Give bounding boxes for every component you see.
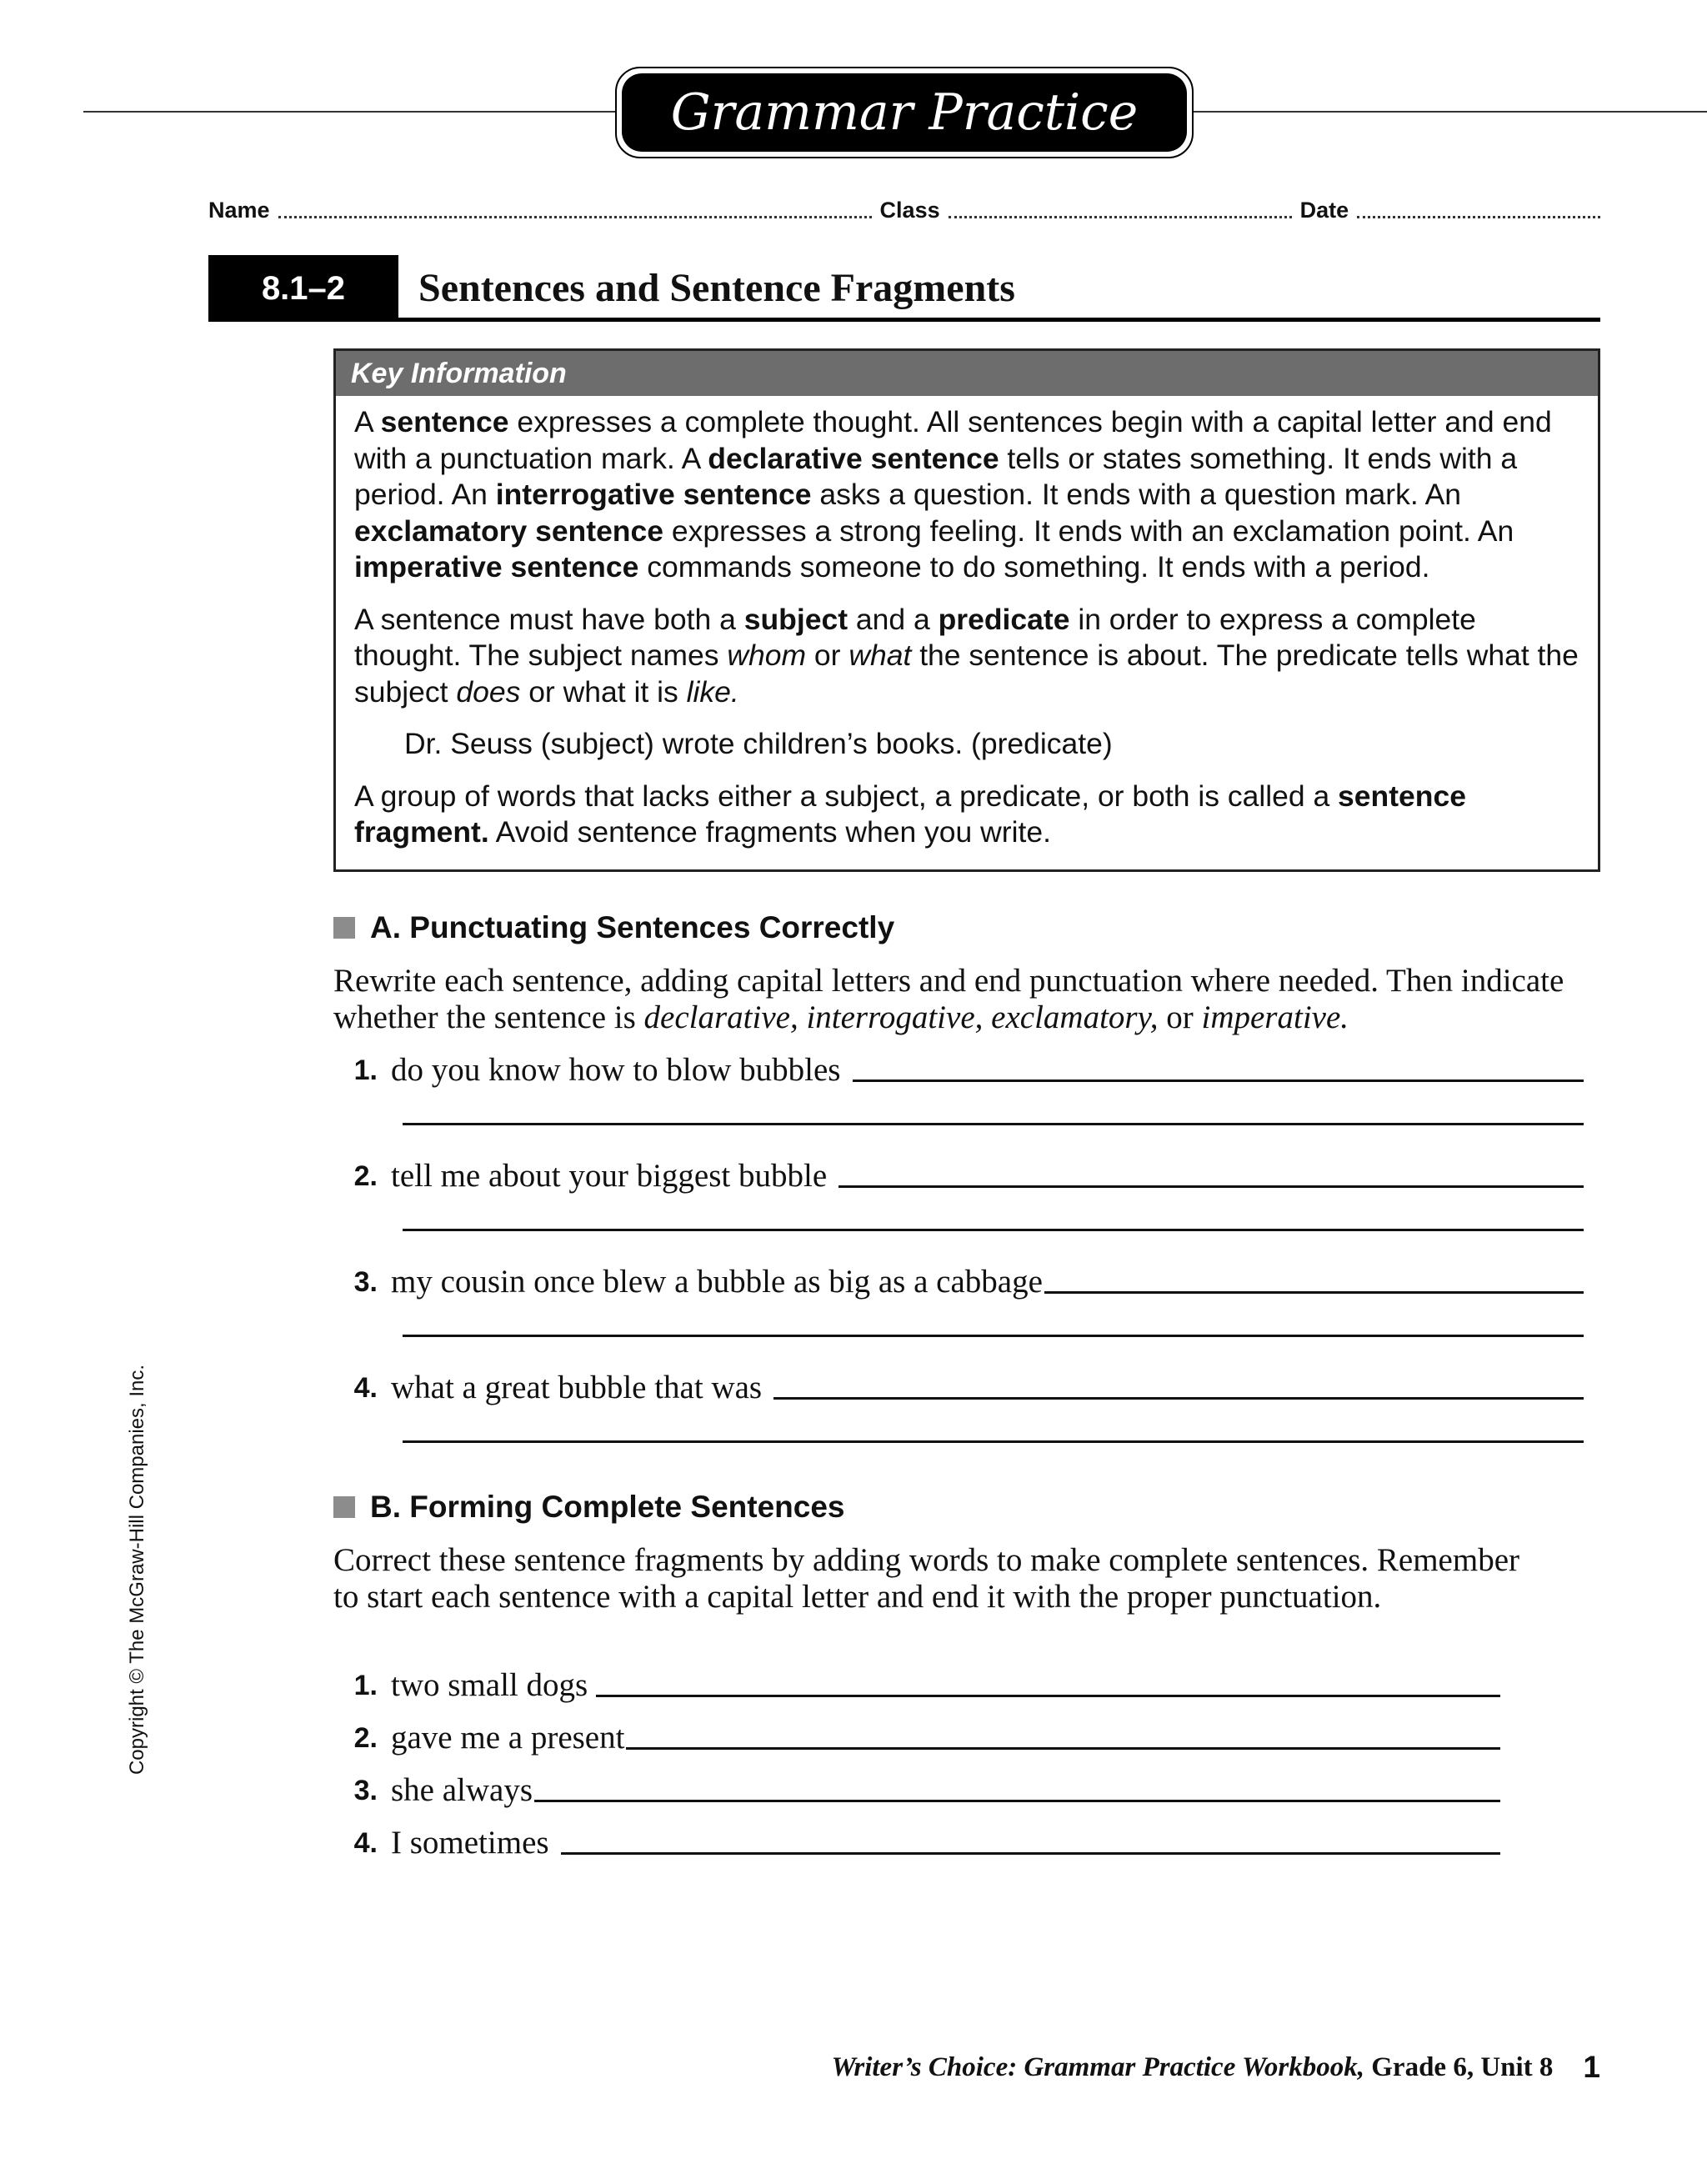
item-number: 1. <box>353 1054 378 1086</box>
item-number: 3. <box>353 1266 378 1298</box>
answer-line-2[interactable] <box>403 1123 1584 1125</box>
key-example: Dr. Seuss (subject) wrote children’s books. (predicate) <box>404 727 1113 760</box>
header-fields <box>208 190 1600 223</box>
part-a-instructions: Rewrite each sentence, adding capital letters and end punctuation where needed. Then indicate whether the sentence is declarative, interrogative, exclamatory, or imperative. <box>333 963 1564 1035</box>
item-text: do you know how to blow bubbles <box>391 1052 841 1088</box>
key-paragraph-1: A sentence expresses a complete thought. All sentences begin with a capital letter and end with a punctuation mark. A declarative sentence tells or states something. It ends with a period. An interrogative sentence asks a question. It ends with a question mark. An exclamatory sentence expresses a strong feeling. It ends with an exclamation point. An imperative sentence commands someone to do something. It ends with a period. <box>354 405 1552 584</box>
part-a-heading <box>333 909 894 947</box>
name-field[interactable] <box>278 216 872 218</box>
part-a-item <box>333 1155 1584 1231</box>
part-a-item <box>333 1366 1584 1443</box>
item-text: my cousin once blew a bubble as big as a cabbage <box>391 1264 1043 1300</box>
footer <box>831 2049 1600 2086</box>
item-number: 3. <box>353 1775 378 1806</box>
key-information-box <box>333 348 1600 872</box>
class-label: Class <box>879 198 940 223</box>
item-text: gave me a present <box>391 1720 625 1756</box>
part-a-exercise <box>333 1049 1584 1443</box>
part-b-heading <box>333 1488 845 1526</box>
answer-line[interactable] <box>853 1079 1584 1082</box>
answer-line-2[interactable] <box>403 1335 1584 1337</box>
item-text: tell me about your biggest bubble <box>391 1158 828 1194</box>
square-bullet-icon <box>333 1496 355 1518</box>
date-label: Date <box>1299 198 1349 223</box>
part-b-item <box>333 1664 1500 1707</box>
banner <box>615 67 1194 158</box>
part-b-item <box>333 1769 1500 1812</box>
date-field[interactable] <box>1357 216 1600 218</box>
part-b-item <box>333 1716 1500 1760</box>
answer-line[interactable] <box>773 1397 1584 1400</box>
part-b-instructions: Correct these sentence fragments by adding words to make complete sentences. Remember to start each sentence with a capital letter and end it with the proper punctuation. <box>333 1542 1520 1615</box>
answer-line-2[interactable] <box>403 1440 1584 1443</box>
item-text: I sometimes <box>391 1825 549 1861</box>
answer-line[interactable] <box>596 1695 1500 1697</box>
key-information-heading: Key Information <box>336 351 1598 396</box>
item-number: 2. <box>353 1160 378 1192</box>
copyright-notice: Copyright © The McGraw-Hill Companies, Inc. <box>126 1364 148 1776</box>
banner-title: Grammar Practice <box>622 73 1187 152</box>
key-paragraph-3: A group of words that lacks either a subject, a predicate, or both is called a sentence fragment. Avoid sentence fragments when you write. <box>354 779 1466 849</box>
part-a-item <box>333 1260 1584 1337</box>
answer-line[interactable] <box>838 1185 1584 1188</box>
section-rule <box>398 318 1600 322</box>
part-b-item <box>333 1821 1500 1865</box>
item-number: 1. <box>353 1670 378 1701</box>
part-b-heading-text: B. Forming Complete Sentences <box>370 1490 845 1524</box>
class-field[interactable] <box>949 216 1292 218</box>
part-b-exercise <box>333 1664 1500 1865</box>
section-title: Sentences and Sentence Fragments <box>418 265 1015 310</box>
item-text: what a great bubble that was <box>391 1370 763 1405</box>
part-a-heading-text: A. Punctuating Sentences Correctly <box>370 910 895 944</box>
part-a-item <box>333 1049 1584 1125</box>
item-number: 4. <box>353 1827 378 1859</box>
square-bullet-icon <box>333 917 355 939</box>
answer-line[interactable] <box>561 1852 1500 1855</box>
answer-line-2[interactable] <box>403 1229 1584 1231</box>
item-number: 4. <box>353 1372 378 1404</box>
answer-line[interactable] <box>534 1800 1500 1802</box>
answer-line[interactable] <box>626 1747 1500 1750</box>
footer-book-title: Writer’s Choice: Grammar Practice Workbook, <box>831 2051 1364 2082</box>
item-number: 2. <box>353 1722 378 1754</box>
name-label: Name <box>208 198 270 223</box>
answer-line[interactable] <box>1044 1291 1584 1294</box>
key-paragraph-2: A sentence must have both a subject and a predicate in order to express a complete thought. The subject names whom or what the sentence is about. The predicate tells what the subject does or what it is like. <box>354 602 1579 709</box>
item-text: she always <box>391 1772 533 1808</box>
section-number: 8.1–2 <box>208 255 398 322</box>
footer-grade-unit: Grade 6, Unit 8 <box>1364 2051 1554 2082</box>
page-number: 1 <box>1583 2050 1600 2084</box>
item-text: two small dogs <box>391 1667 588 1703</box>
